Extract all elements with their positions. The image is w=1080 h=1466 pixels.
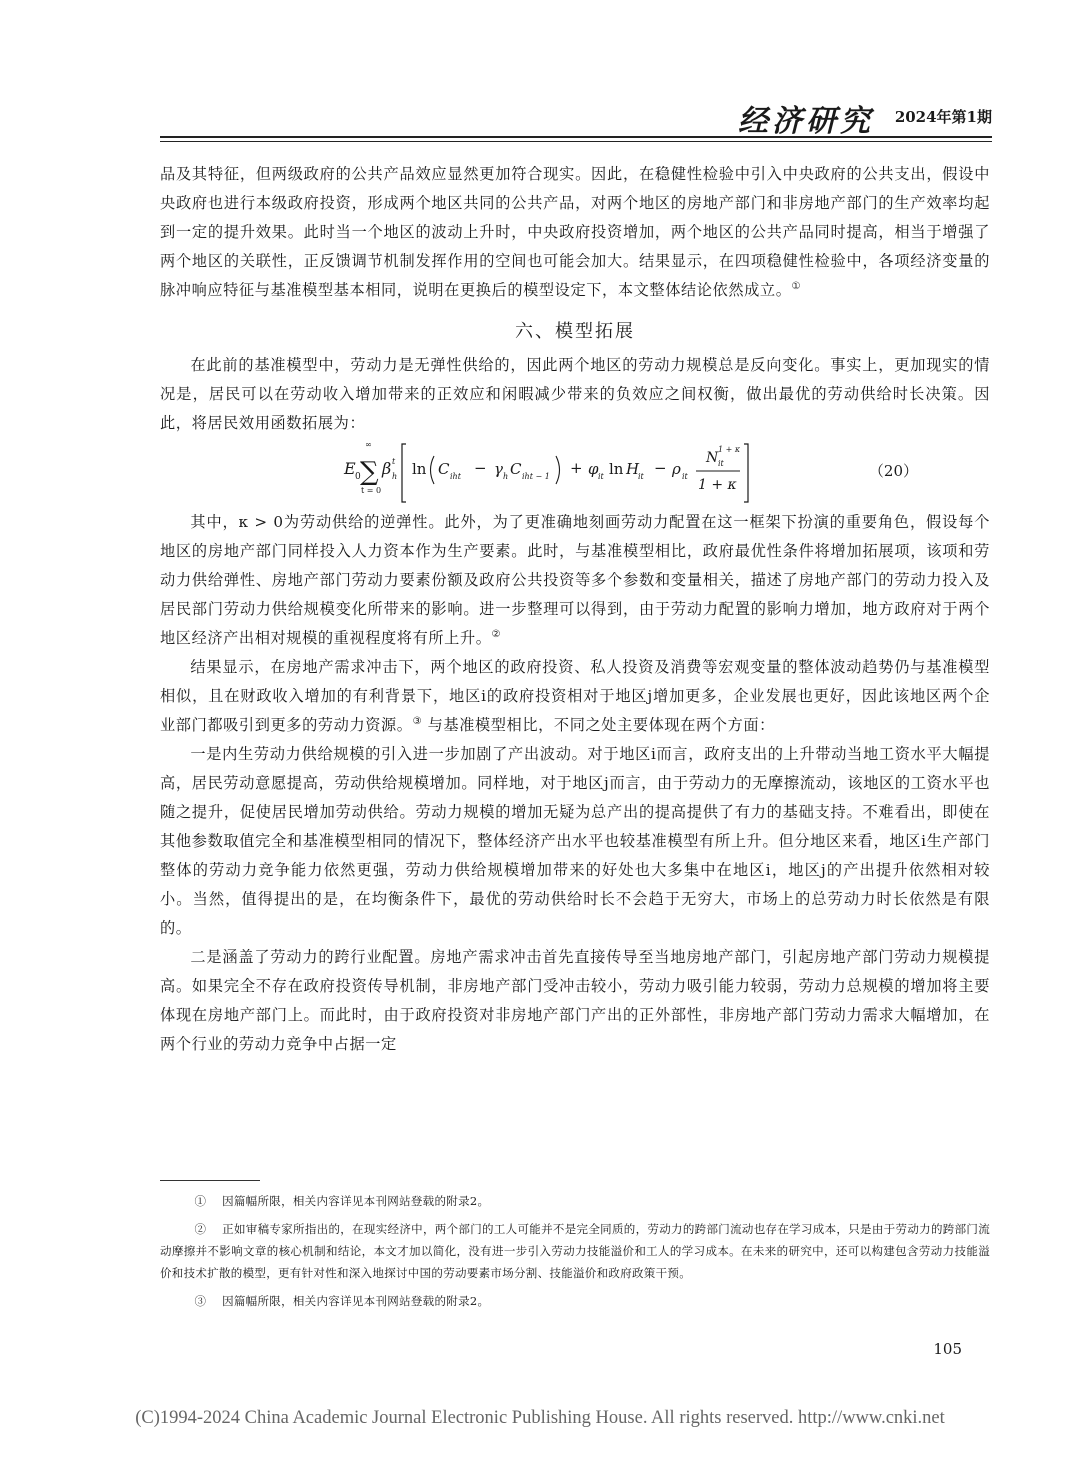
page-header bbox=[160, 92, 992, 142]
eq-bracket-right bbox=[744, 444, 748, 502]
eq-c2: C bbox=[510, 460, 522, 478]
copyright-watermark: (C)1994-2024 China Academic Journal Electronic Publishing House. All rights reserved. http://www.cnki.net bbox=[135, 1408, 945, 1428]
eq-bracket-left bbox=[402, 444, 406, 502]
eq-phi: φ bbox=[588, 460, 599, 478]
issue-label: 2024年第1期 bbox=[894, 108, 992, 126]
equation-number: （20） bbox=[868, 462, 918, 480]
page-number: 105 bbox=[933, 1340, 962, 1358]
eq-c1-sub: iht bbox=[450, 472, 461, 481]
eq-minus-1: − bbox=[474, 459, 487, 477]
eq-gamma-sub: h bbox=[503, 472, 509, 481]
header-rule-thick bbox=[160, 136, 992, 138]
paragraph: 其中，κ > 0为劳动供给的逆弹性。此外，为了更准确地刻画劳动力配置在这一框架下扮演的重要角色，假设每个地区的房地产部门同样投入人力资本作为生产要素。此时，与基准模型相比，政府最优性条件将增加拓展项，该项和劳动力供给弹性、房地产部门劳动力要素份额及政府公共投资等多个参数和变量相关，描述了房地产部门的劳动力投入及居民部门劳动力供给规模变化所带来的影响。进一步整理可以得到，由于劳动力配置的影响力增加，地方政府对于两个地区经济产出相对规模的重视程度将有所上升。② bbox=[160, 513, 990, 647]
eq-sigma: ∑ bbox=[360, 457, 379, 487]
eq-den: 1 + κ bbox=[698, 477, 737, 493]
eq-e: E bbox=[344, 459, 356, 478]
paragraph: 结果显示，在房地产需求冲击下，两个地区的政府投资、私人投资及消费等宏观变量的整体波动趋势仍与基准模型相似，且在财政收入增加的有利背景下，地区i的政府投资相对于地区j增加更多，企业发展也更好，因此该地区两个企业部门都吸引到更多的劳动力资源。③ 与基准模型相比，不同之处主要体现在两个方面： bbox=[160, 658, 990, 734]
eq-beta-sub: h bbox=[392, 472, 398, 481]
footnote: ③ 因篇幅所限，相关内容详见本刊网站登载的附录2。 bbox=[194, 1294, 490, 1308]
journal-logo: 经济研究 bbox=[738, 104, 874, 139]
eq-paren-left bbox=[431, 456, 435, 484]
footnote-ref[interactable]: ③ bbox=[412, 715, 423, 727]
eq-n: N bbox=[706, 450, 719, 466]
eq-n-sub: it bbox=[718, 459, 724, 468]
paragraph: 一是内生劳动力供给规模的引入进一步加剧了产出波动。对于地区i而言，政府支出的上升带动当地工资水平大幅提高，居民劳动意愿提高，劳动供给规模增加。同样地，对于地区j而言，由于劳动力的无摩擦流动，该地区的工资水平也随之提升，促使居民增加劳动供给。劳动力规模的增加无疑为总产出的提高提供了有力的基础支持。不难看出，即使在其他参数取值完全和基准模型相同的情况下，整体经济产出水平也较基准模型有所上升。但分地区来看，地区i生产部门整体的劳动力竞争能力依然更强，劳动力供给规模增加带来的好处也大多集中在地区i，地区j的产出提升依然相对较小。当然，值得提出的是，在均衡条件下，最优的劳动供给时长不会趋于无穷大，市场上的总劳动力时长依然是有限的。 bbox=[160, 745, 990, 937]
header-rule-thin bbox=[160, 141, 992, 142]
eq-gamma: γ bbox=[494, 460, 503, 478]
article-body bbox=[160, 160, 990, 1059]
eq-paren-right bbox=[556, 456, 560, 484]
eq-sigma-bottom: t = 0 bbox=[361, 486, 382, 495]
paragraph: 二是涵盖了劳动力的跨行业配置。房地产需求冲击首先直接传导至当地房地产部门，引起房地产部门劳动力规模提高。如果完全不存在政府投资传导机制，非房地产部门受冲击较小，劳动力吸引能力较弱，劳动力总规模的增加将主要体现在房地产部门上。而此时，由于政府投资对非房地产部门产出的正外部性，非房地产部门劳动力需求大幅增加，在两个行业的劳动力竞争中占据一定 bbox=[160, 948, 990, 1053]
eq-rho-sub: it bbox=[682, 472, 688, 481]
eq-ln-1: ln bbox=[412, 460, 427, 478]
eq-n-sup: 1 + κ bbox=[718, 445, 741, 454]
eq-phi-sub: it bbox=[598, 472, 604, 481]
paragraph: 在此前的基准模型中，劳动力是无弹性供给的，因此两个地区的劳动力规模总是反向变化。事实上，更加现实的情况是，居民可以在劳动收入增加带来的正效应和闲暇减少带来的负效应之间权衡，做出最优的劳动供给时长决策。因此，将居民效用函数拓展为： bbox=[160, 356, 990, 432]
eq-c2-sub: iht − 1 bbox=[522, 472, 550, 481]
footnote: ① 因篇幅所限，相关内容详见本刊网站登载的附录2。 bbox=[194, 1194, 490, 1208]
eq-beta: β bbox=[382, 459, 392, 478]
eq-minus-2: − bbox=[654, 459, 667, 477]
eq-sigma-top: ∞ bbox=[365, 440, 372, 449]
footnotes bbox=[160, 1190, 990, 1318]
eq-beta-sup: t bbox=[392, 457, 396, 466]
eq-c1: C bbox=[438, 460, 450, 478]
eq-e-sub: 0 bbox=[355, 472, 361, 482]
equation-svg bbox=[160, 440, 990, 506]
footnote-ref[interactable]: ② bbox=[491, 628, 502, 640]
eq-h: H bbox=[626, 460, 640, 478]
footnote-ref[interactable]: ① bbox=[791, 280, 802, 292]
eq-h-sub: it bbox=[638, 472, 644, 481]
paragraph: 品及其特征，但两级政府的公共产品效应显然更加符合现实。因此，在稳健性检验中引入中央政府的公共支出，假设中央政府也进行本级政府投资，形成两个地区共同的公共产品，对两个地区的房地产部门和非房地产部门的生产效率均起到一定的提升效果。此时当一个地区的波动上升时，中央政府投资增加，两个地区的公共产品同时提高，相当于增强了两个地区的关联性，正反馈调节机制发挥作用的空间也可能会加大。结果显示，在四项稳健性检验中，各项经济变量的脉冲响应特征与基准模型基本相同，说明在更换后的模型设定下，本文整体结论依然成立。① bbox=[160, 165, 990, 299]
eq-rho: ρ bbox=[672, 460, 681, 478]
footnote: ② 正如审稿专家所指出的，在现实经济中，两个部门的工人可能并不是完全同质的，劳动力的跨部门流动也存在学习成本，只是由于劳动力的跨部门流动摩擦并不影响文章的核心机制和结论，本文才加以简化，没有进一步引入劳动力技能溢价和工人的学习成本。在未来的研究中，还可以构建包含劳动力技能溢价和技术扩散的模型，更有针对性和深入地探讨中国的劳动要素市场分割、技能溢价和政府政策干预。 bbox=[160, 1222, 990, 1280]
eq-ln-2: ln bbox=[609, 460, 624, 478]
equation-20 bbox=[160, 440, 990, 506]
section-heading: 六、模型拓展 bbox=[515, 321, 635, 342]
footnote-divider bbox=[160, 1180, 260, 1181]
eq-plus: + bbox=[570, 459, 583, 477]
